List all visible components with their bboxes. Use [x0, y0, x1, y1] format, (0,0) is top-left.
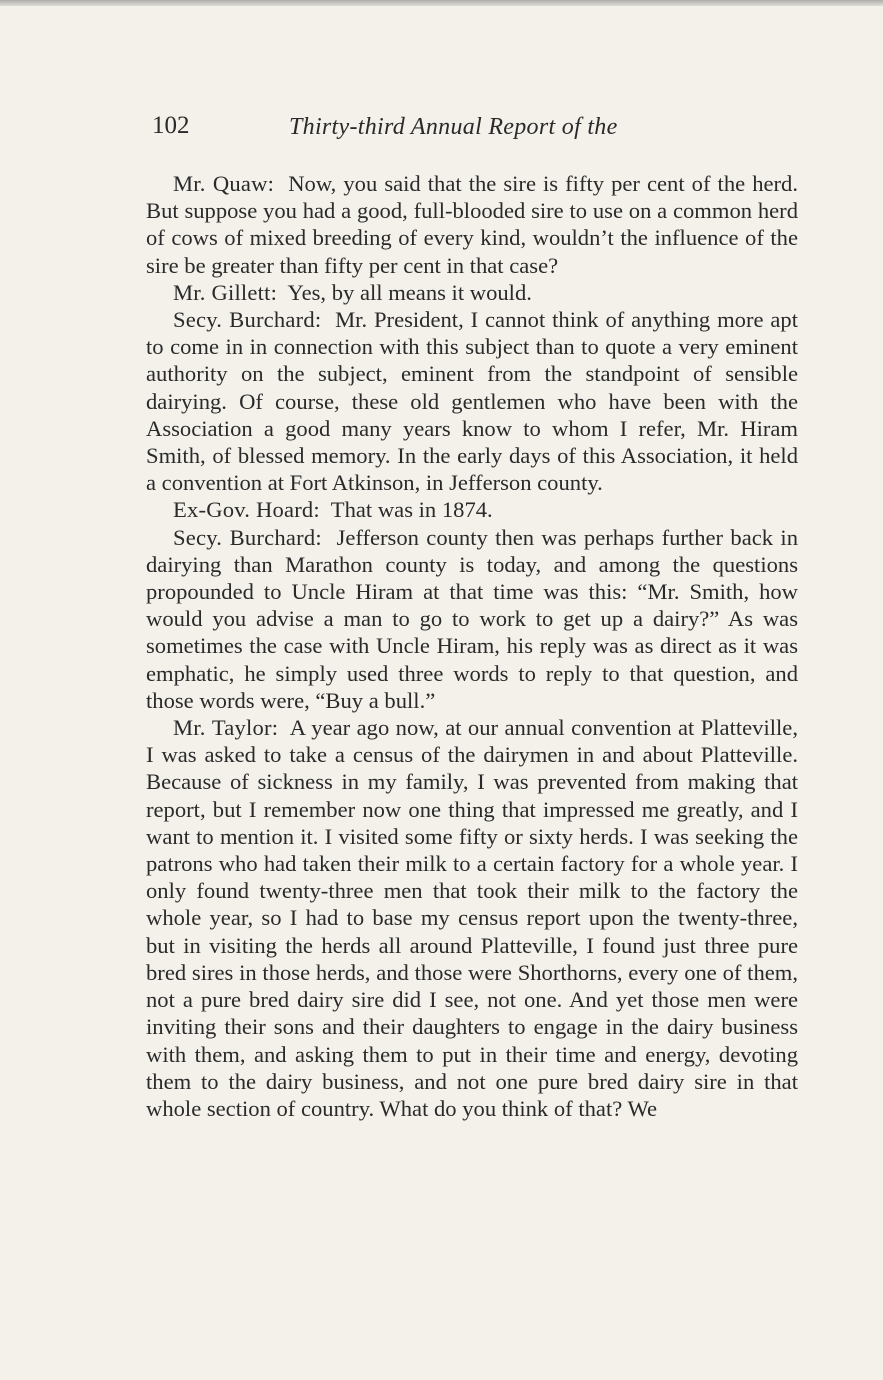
paragraph [146, 714, 798, 1122]
body-text [146, 170, 798, 1122]
paragraph-text: Now, you said that the sire is fifty per cent of the herd. But suppose you had a good, full-blooded sire to use on a common herd of cows of mixed breeding of every kind, wouldn’t the influence of the sire be greater than fifty per cent in that case? [146, 171, 799, 278]
paragraph [146, 170, 798, 279]
page-top-edge [0, 0, 883, 6]
speaker-name: Mr. Quaw: [173, 171, 275, 196]
paragraph-text: That was in 1874. [330, 497, 493, 523]
paragraph-text: Mr. President, I cannot think of anything more apt to come in in connection with this subject than to quote a very eminent authority on the subject, eminent from the standpoint of sensible dairying. Of course, these old gentlemen who have been with the Association a good many years know to whom I refer, Mr. Hiram Smith, of blessed memory. In the early days of this Association, it held a convention at Fort Atkinson, in Jefferson county. [146, 307, 799, 496]
speaker-name: Secy. Burchard: [173, 307, 322, 333]
paragraph-text: Jefferson county then was perhaps further back in dairying than Marathon county is today, and among the questions propounded to Uncle Hiram at that time was this: “Mr. Smith, how would you advise a man to go to work to get up a dairy?” As was sometimes the case with Uncle Hiram, his reply was as direct as it was emphatic, he simply used three words to reply to that question, and those words were, “Buy a bull.” [146, 524, 798, 713]
paragraph [146, 279, 798, 306]
paragraph [146, 496, 798, 523]
paragraph-text: A year ago now, at our annual convention at Platteville, I was asked to take a census of the dairymen in and about Platteville. Because of sickness in my family, I was prevented from making that report, but I remember now one thing that impressed me greatly, and I want to mention it. I visited some fifty or sixty herds. I was seeking the patrons who had taken their milk to a certain factory for a whole year. I only found twenty-three men that took their milk to the factory the whole year, so I had to base my census report upon the twenty-three, but in visiting the herds all around Platteville, I found just three pure bred sires in those herds, and those were Shorthorns, every one of them, not a pure bred dairy sire did I see, not one. And yet those men were inviting their sons and their daughters to engage in the dairy business with them, and asking them to put in their time and energy, devoting them to the dairy business, and not one pure bred dairy sire in that whole section of country. What do you think of that? We [146, 715, 798, 1121]
speaker-name: Mr. Gillett: [173, 279, 278, 305]
paragraph-text: Yes, by all means it would. [287, 279, 532, 305]
paragraph [146, 306, 798, 496]
speaker-name: Mr. Taylor: [173, 715, 279, 741]
running-title: Thirty-third Annual Report of the [289, 114, 618, 140]
page-header [152, 112, 712, 152]
paragraph [146, 524, 798, 714]
speaker-name: Ex-Gov. Hoard: [173, 497, 320, 523]
speaker-name: Secy. Burchard: [173, 524, 322, 550]
page-number: 102 [152, 112, 190, 139]
